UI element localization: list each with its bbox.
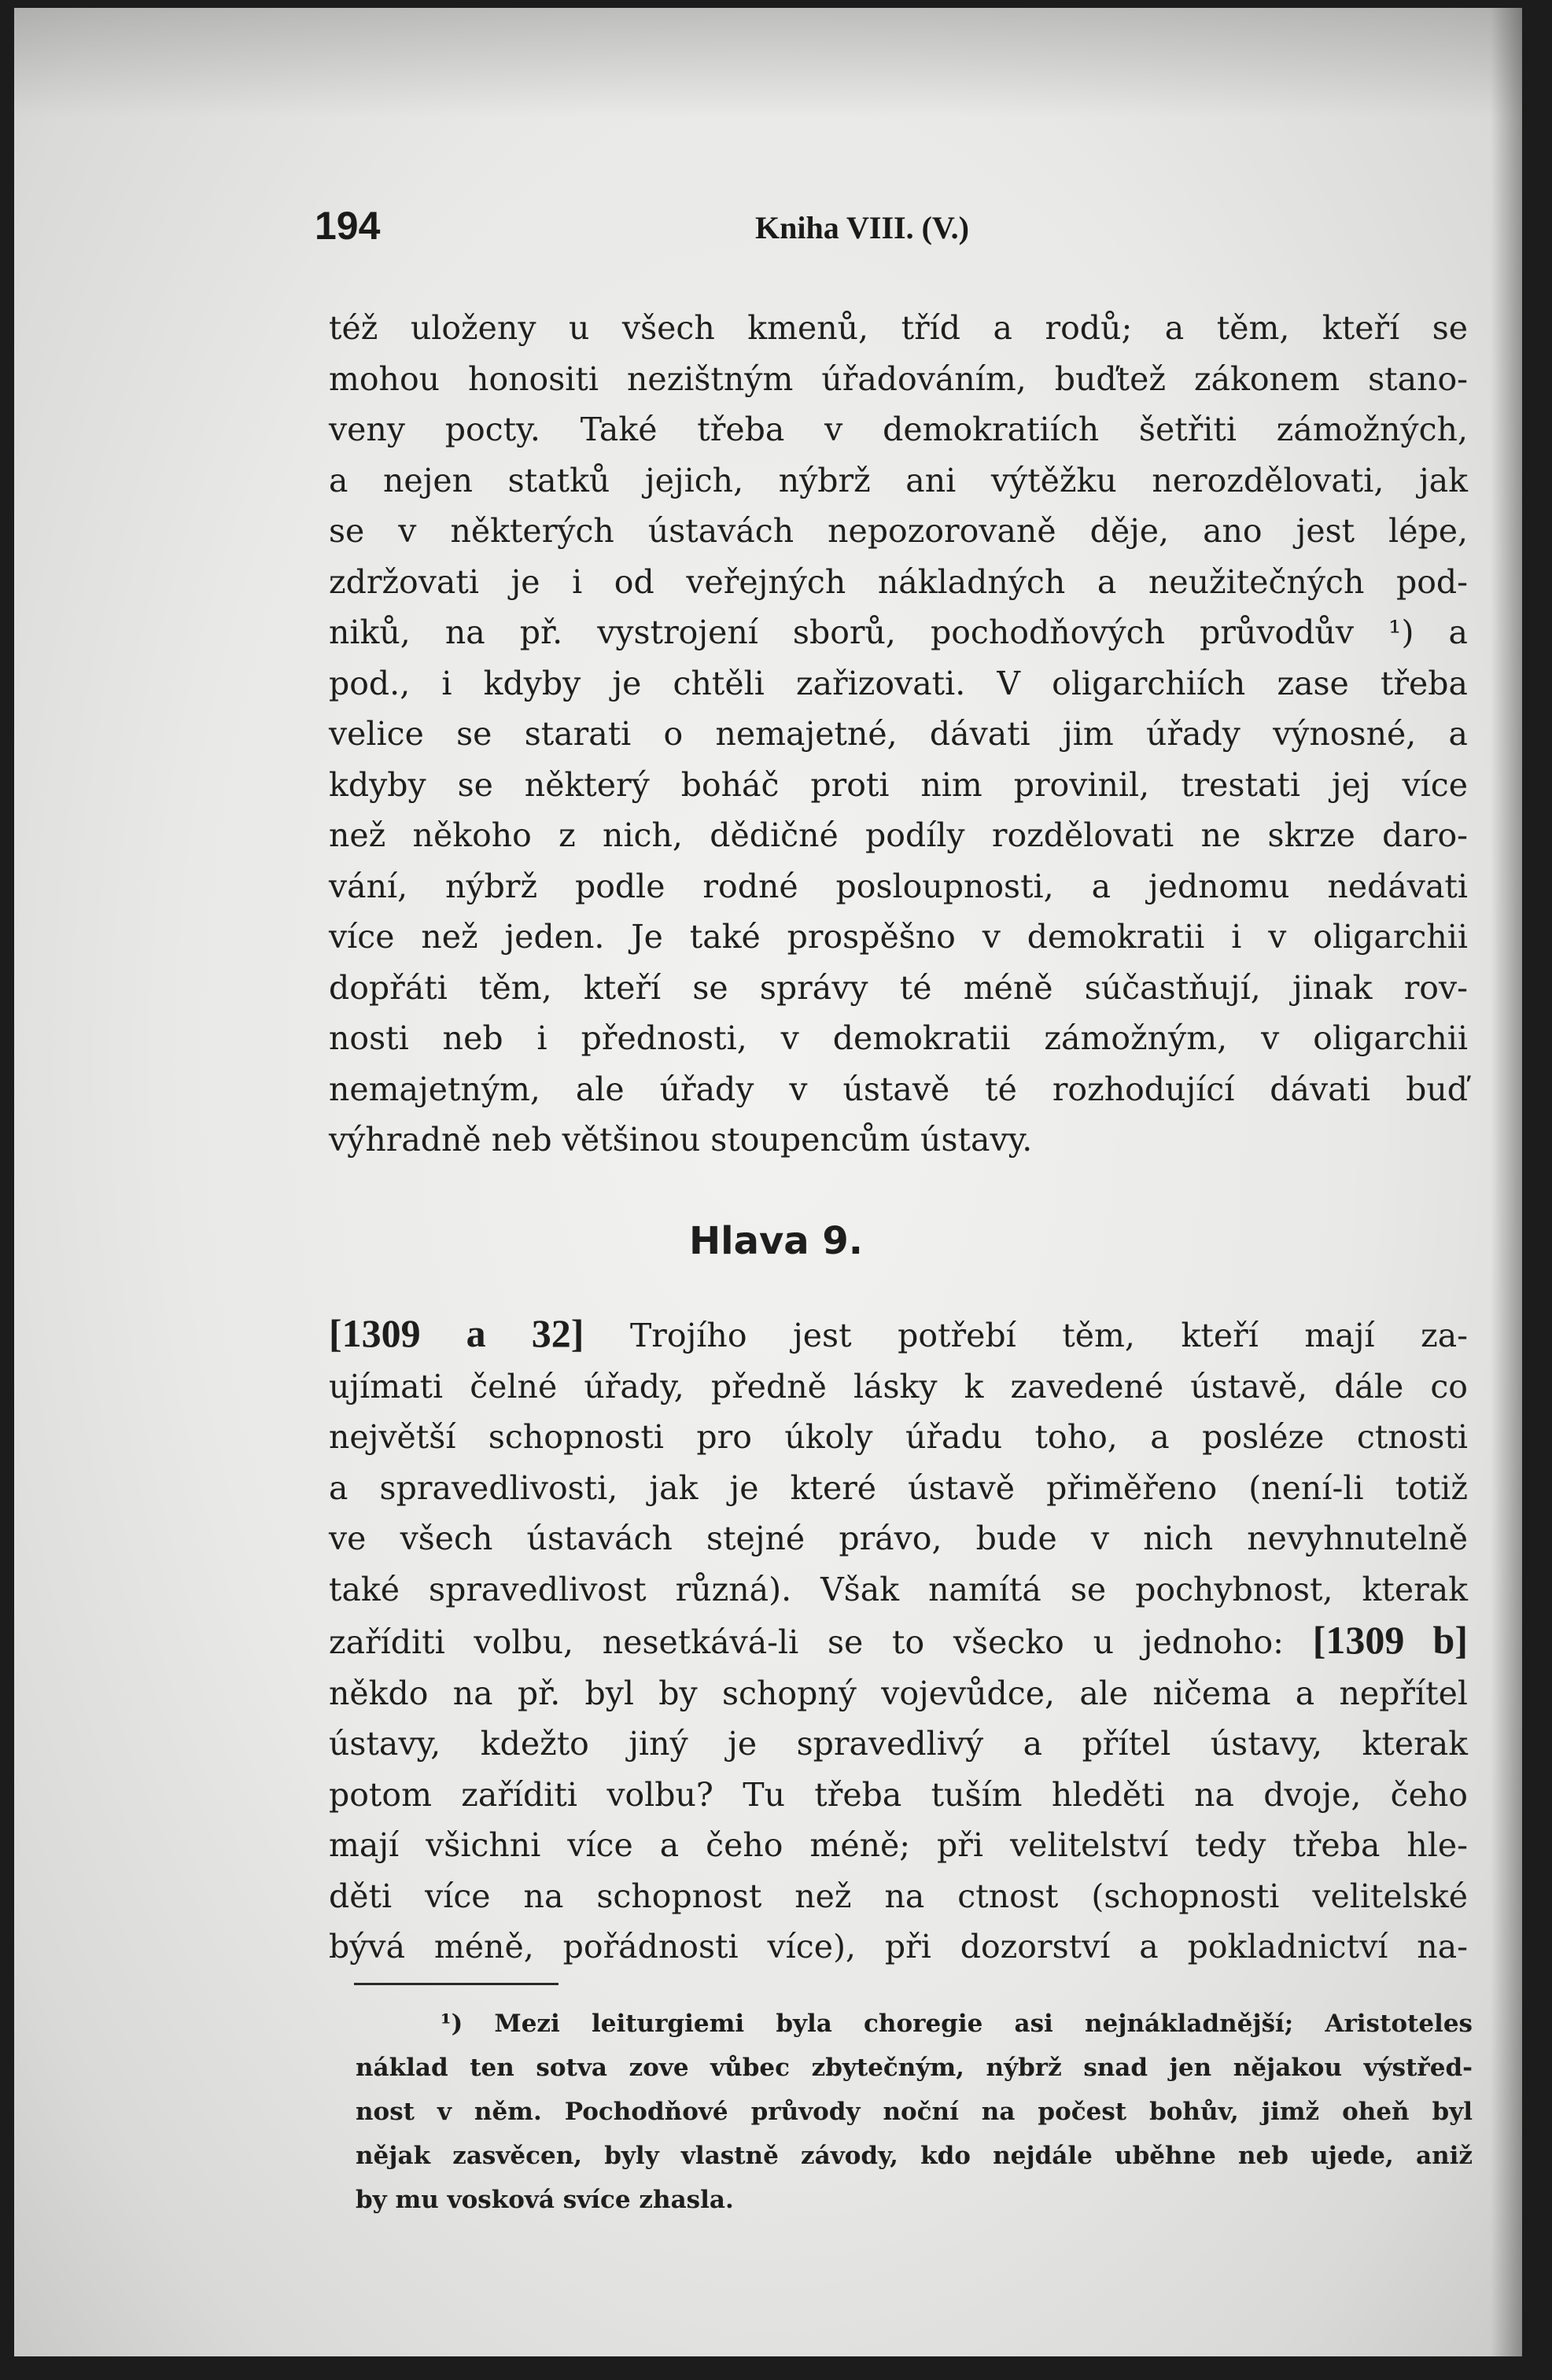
text-line: někdo na př. byl by schopný vojevůdce, ale ničema a nepřítel — [329, 1674, 1468, 1712]
text-line: než někoho z nich, dědičné podíly rozdělovati ne skrze daro- — [329, 816, 1468, 854]
text-line: nosti neb i přednosti, v demokratii zámožným, v oligarchii — [329, 1019, 1468, 1057]
running-head: Kniha VIII. (V.) — [755, 210, 969, 245]
text-line: nemajetným, ale úřady v ústavě té rozhodující dávati buď — [329, 1070, 1468, 1108]
text-line: kdyby se některý boháč proti nim provinil, trestati jej více — [329, 765, 1468, 804]
text-line-start: zaříditi volbu, nesetkává-li se to všecko u jednoho: — [329, 1623, 1284, 1661]
bekker-reference: [1309 b] — [1312, 1618, 1468, 1662]
paragraph-continued — [329, 303, 1468, 1166]
text-line: výhradně neb většinou stoupencům ústavy. — [329, 1121, 1033, 1159]
text-line: vání, nýbrž podle rodné posloupnosti, a jednomu nedávati — [329, 867, 1468, 905]
text-line: bývá méně, pořádnosti více), při dozorství a pokladnictví na- — [329, 1928, 1468, 1966]
text-line: se v některých ústavách nepozorovaně děje, ano jest lépe, — [329, 512, 1468, 550]
footnote-line: ¹) Mezi leiturgiemi byla choregie asi nejnákladnější; Aristoteles — [441, 2010, 1473, 2038]
page-header — [315, 203, 1471, 250]
text-line: velice se starati o nemajetné, dávati jim úřady výnosné, a — [329, 715, 1468, 753]
text-line: veny pocty. Také třeba v demokratiích šetřiti zámožných, — [329, 411, 1468, 448]
footnote-divider — [354, 1983, 558, 1985]
bekker-reference: [1309 a 32] — [329, 1311, 584, 1355]
text-line — [329, 1615, 1468, 1668]
text-line: děti více na schopnost než na ctnost (schopnosti velitelské — [329, 1877, 1468, 1915]
text-line: mají všichni více a čeho méně; při velitelství tedy třeba hle- — [329, 1826, 1468, 1864]
text-line: niků, na př. vystrojení sborů, pochodňových průvodův ¹) a — [329, 613, 1468, 651]
footnote-line: náklad ten sotva zove vůbec zbytečným, nýbrž snad jen nějakou výstřed- — [356, 2054, 1473, 2082]
text-line: ústavy, kdežto jiný je spravedlivý a přítel ústavy, kterak — [329, 1725, 1468, 1763]
footnote-line: nějak zasvěcen, byly vlastně závody, kdo nejdále uběhne neb ujede, aniž — [356, 2142, 1473, 2170]
text-line — [329, 1308, 1468, 1361]
chapter-heading: Hlava 9. — [688, 1219, 864, 1263]
text-line: a nejen statků jejich, nýbrž ani výtěžku nerozdělovati, jak — [329, 461, 1468, 499]
text-line: mohou honositi nezištným úřadováním, buďtež zákonem stano- — [329, 359, 1468, 398]
text-line: největší schopnosti pro úkoly úřadu toho, a posléze ctnosti — [329, 1418, 1468, 1456]
footnote-line: nost v něm. Pochodňové průvody noční na počest bohův, jimž oheň byl — [356, 2098, 1473, 2126]
text-line: více než jeden. Je také prospěšno v demokratii i v oligarchii — [329, 918, 1468, 956]
text-line: zdržovati je i od veřejných nákladných a neužitečných pod- — [329, 562, 1468, 601]
text-line-rest: Trojího jest potřebí těm, kteří mají za- — [629, 1317, 1468, 1354]
text-line: též uloženy u všech kmenů, tříd a rodů; a těm, kteří se — [329, 309, 1468, 347]
text-line: dopřáti těm, kteří se správy té méně súčastňují, jinak rov- — [329, 968, 1468, 1007]
footnote — [356, 2002, 1473, 2222]
text-line: a spravedlivosti, jak je které ústavě přiměřeno (není-li totiž — [329, 1468, 1468, 1507]
chapter-paragraph — [329, 1308, 1468, 1973]
page-number: 194 — [315, 204, 381, 248]
text-line: také spravedlivost různá). Však namítá se pochybnost, kterak — [329, 1570, 1468, 1608]
footnote-line: by mu vosková svíce zhasla. — [356, 2186, 734, 2214]
text-line: pod., i kdyby je chtěli zařizovati. V oligarchiích zase třeba — [329, 664, 1468, 702]
text-line: ujímati čelné úřady, předně lásky k zavedené ústavě, dále co — [329, 1367, 1468, 1406]
text-line: potom zaříditi volbu? Tu třeba tuším hleděti na dvoje, čeho — [329, 1775, 1468, 1814]
text-line: ve všech ústavách stejné právo, bude v nich nevyhnutelně — [329, 1520, 1468, 1557]
